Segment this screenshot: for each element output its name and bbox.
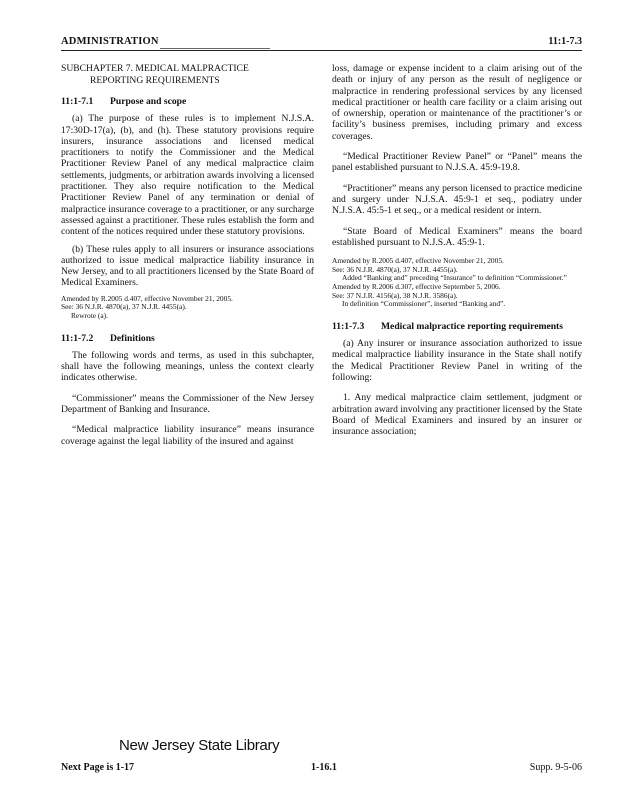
section-heading-reporting [332,321,582,332]
history-line: Amended by R.2005 d.407, effective November 21, 2005. [61,293,233,303]
section-number: 11:1-7.3 [332,320,365,332]
subchapter-line2: REPORTING REQUIREMENTS [90,74,220,86]
definition-practitioner: “Practitioner” means any person licensed to practice medicine and surgery under N.J.S.A. 45:9-1 et seq., podiatry under N.J.S.A. 45:5-1 et seq., or a medical resident or intern. [332,182,582,217]
definition-continued: loss, damage or expense incident to a claim arising out of the death or injury of any person as the result of negligence or malpractice in rendering professional services by any licensed medical practitioner or health care facility or a claim arising out of ownership, operation or maintenance of the practitioner’s or facility’s business premises, including primary and excess coverages. [332,63,582,142]
definition-malpractice-insurance: “Medical malpractice liability insurance” means insurance coverage against the legal liability of the insured and against [61,424,314,447]
running-footer [61,762,582,776]
history-line: Rewrote (a). [71,310,108,320]
section-title: Purpose and scope [110,96,187,107]
history-line: Amended by R.2005 d.407, effective November 21, 2005. [332,256,504,266]
next-page-note: Next Page is 1-17 [61,762,135,773]
history-line: See: 36 N.J.R. 4870(a), 37 N.J.R. 4455(a). [61,302,187,312]
history-line: Added “Banking and” preceding “Insurance” to definition “Commissioner.” [342,273,567,283]
page-number: 1-16.1 [311,762,337,773]
definition-board: “State Board of Medical Examiners” means the board established pursuant to N.J.S.A. 45:9-1. [332,225,582,248]
paragraph-reporting-a: (a) Any insurer or insurance association authorized to issue medical malpractice liability insurance in the State shall notify the Medical Practitioner Review Panel in writing of the following: [332,338,582,383]
history-line: See: 36 N.J.R. 4870(a), 37 N.J.R. 4455(a). [332,264,458,274]
section-title: Definitions [110,332,155,344]
history-note [332,257,582,309]
definition-commissioner: “Commissioner” means the Commissioner of the New Jersey Department of Banking and Insurance. [61,392,314,416]
section-title: Medical malpractice reporting requirements [381,320,563,332]
section-number: 11:1-7.2 [61,332,94,344]
left-column [61,63,314,453]
header-rule-accent [160,48,270,49]
paragraph-reporting-1: 1. Any medical malpractice claim settlement, judgment or arbitration award involving any practitioner licensed by the State Board of Medical Examiners and insured by an insurer or insurance association; [332,392,582,438]
header-title: ADMINISTRATION [61,36,159,47]
history-line: See: 37 N.J.R. 4156(a), 38 N.J.R. 3586(a). [332,290,458,300]
right-column [332,63,582,443]
definition-panel: “Medical Practitioner Review Panel” or “Panel” means the panel established pursuant to N.J.S.A. 45:9-19.8. [332,151,582,174]
paragraph-purpose-a: (a) The purpose of these rules is to implement N.J.S.A. 17:30D-17(a), (b), and (h). These statutory provisions require insurers, insurance associations and licensed medical practitioners to notify the Commissioner and the Medical Practitioner Review Panel of any medical malpractice claim settlements, judgments, or arbitration awards involving a licensed practitioner. They also require notification to the Medical Practitioner Review Panel of any termination or denial of malpractice insurance coverage to a practitioner, or any surcharge assessed against a practitioner. These rules establish the form and content of the notices required under these statutory provisions. [61,113,314,238]
section-number: 11:1-7.1 [61,96,94,107]
section-heading-purpose [61,96,314,107]
header-section-number: 11:1-7.3 [548,36,582,47]
history-note [61,295,314,321]
header-rule [61,50,582,51]
library-stamp: New Jersey State Library [119,737,280,754]
history-line: Amended by R.2006 d.307, effective September 5, 2006. [332,281,501,291]
supplement-date: Supp. 9-5-06 [529,762,582,773]
paragraph-purpose-b: (b) These rules apply to all insurers or insurance associations authorized to issue medical malpractice liability insurance in New Jersey, and to all practitioners licensed by the State Board of Medical Examiners. [61,243,314,289]
subchapter-line1: SUBCHAPTER 7. MEDICAL MALPRACTICE [61,63,249,74]
running-header [61,36,582,50]
paragraph-definitions-intro: The following words and terms, as used in this subchapter, shall have the following meanings, unless the context clearly indicates otherwise. [61,349,314,384]
history-line: In definition “Commissioner”, inserted “Banking and”. [342,299,506,309]
section-heading-definitions [61,333,314,344]
subchapter-heading [61,63,314,86]
